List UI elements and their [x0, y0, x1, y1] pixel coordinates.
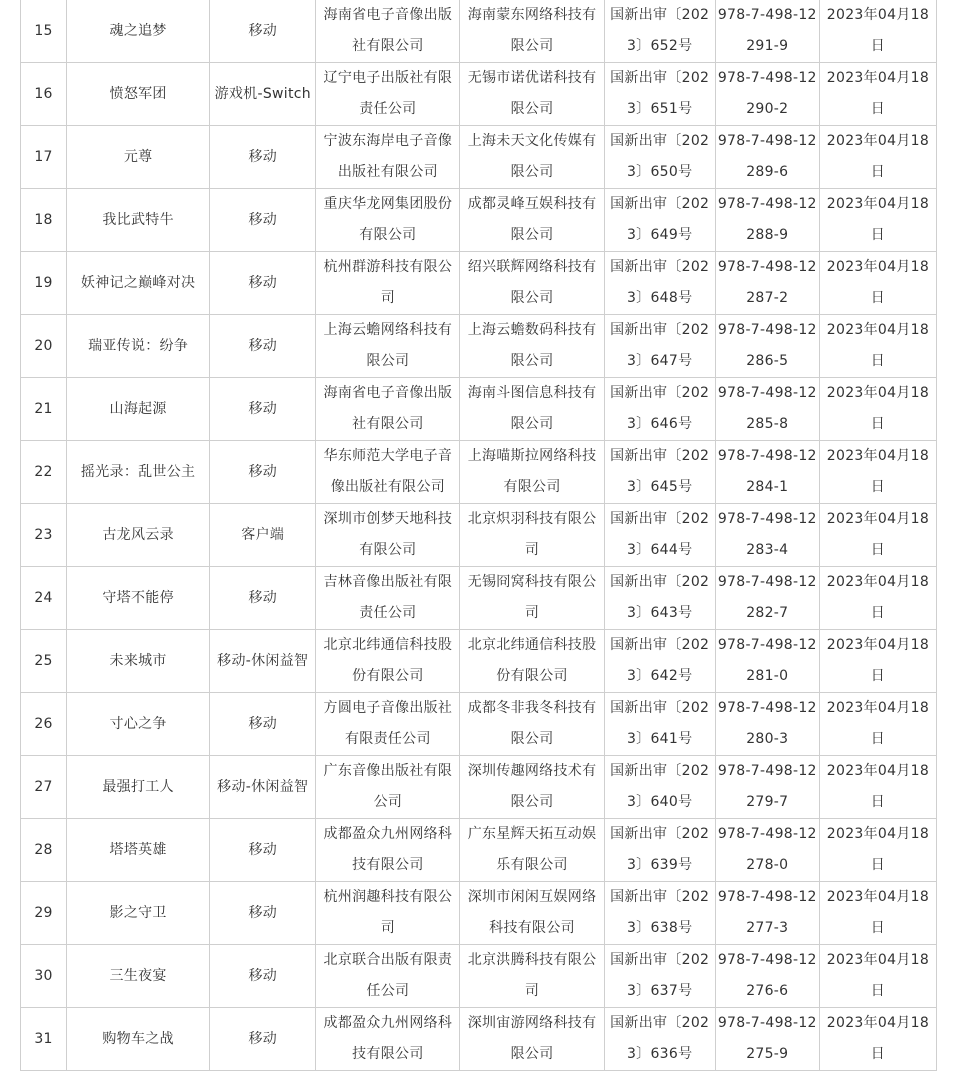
row-number-cell: 23: [21, 504, 67, 567]
isbn-number-cell: 978-7-498-12282-7: [715, 567, 819, 630]
approval-date-cell: 2023年04月18日: [819, 882, 936, 945]
approval-date-cell: 2023年04月18日: [819, 126, 936, 189]
approval-date-cell: 2023年04月18日: [819, 189, 936, 252]
row-number-cell: 24: [21, 567, 67, 630]
publisher-cell: 海南省电子音像出版社有限公司: [316, 0, 460, 63]
publisher-cell: 方圆电子音像出版社有限责任公司: [316, 693, 460, 756]
table-row: [21, 378, 937, 441]
publisher-cell: 广东音像出版社有限公司: [316, 756, 460, 819]
row-number-cell: 15: [21, 0, 67, 63]
approval-date-cell: 2023年04月18日: [819, 567, 936, 630]
table-row: [21, 63, 937, 126]
publisher-cell: 重庆华龙网集团股份有限公司: [316, 189, 460, 252]
row-number-cell: 17: [21, 126, 67, 189]
game-approval-table: [20, 0, 937, 1071]
publisher-cell: 杭州润趣科技有限公司: [316, 882, 460, 945]
row-number-cell: 20: [21, 315, 67, 378]
publisher-cell: 北京联合出版有限责任公司: [316, 945, 460, 1008]
operator-cell: 上海未天文化传媒有限公司: [460, 126, 604, 189]
isbn-number-cell: 978-7-498-12275-9: [715, 1008, 819, 1071]
table-row: [21, 441, 937, 504]
approval-number-cell: 国新出审〔2023〕639号: [604, 819, 715, 882]
approval-number-cell: 国新出审〔2023〕640号: [604, 756, 715, 819]
isbn-number-cell: 978-7-498-12288-9: [715, 189, 819, 252]
game-name-cell: 妖神记之巅峰对决: [67, 252, 210, 315]
approval-number-cell: 国新出审〔2023〕643号: [604, 567, 715, 630]
operator-cell: 成都灵峰互娱科技有限公司: [460, 189, 604, 252]
table-row: [21, 819, 937, 882]
row-number-cell: 28: [21, 819, 67, 882]
approval-date-cell: 2023年04月18日: [819, 441, 936, 504]
publisher-cell: 杭州群游科技有限公司: [316, 252, 460, 315]
operator-cell: 上海喵斯拉网络科技有限公司: [460, 441, 604, 504]
approval-date-cell: 2023年04月18日: [819, 693, 936, 756]
bottom-edge: [20, 1072, 937, 1076]
game-name-cell: 魂之追梦: [67, 0, 210, 63]
operator-cell: 北京炽羽科技有限公司: [460, 504, 604, 567]
isbn-number-cell: 978-7-498-12280-3: [715, 693, 819, 756]
operator-cell: 深圳传趣网络技术有限公司: [460, 756, 604, 819]
isbn-number-cell: 978-7-498-12283-4: [715, 504, 819, 567]
operator-cell: 成都冬非我冬科技有限公司: [460, 693, 604, 756]
row-number-cell: 21: [21, 378, 67, 441]
approval-date-cell: 2023年04月18日: [819, 819, 936, 882]
table-body: [21, 0, 937, 1071]
isbn-number-cell: 978-7-498-12291-9: [715, 0, 819, 63]
row-number-cell: 22: [21, 441, 67, 504]
approval-number-cell: 国新出审〔2023〕651号: [604, 63, 715, 126]
isbn-number-cell: 978-7-498-12284-1: [715, 441, 819, 504]
approval-number-cell: 国新出审〔2023〕636号: [604, 1008, 715, 1071]
table-row: [21, 567, 937, 630]
publisher-cell: 吉林音像出版社有限责任公司: [316, 567, 460, 630]
row-number-cell: 25: [21, 630, 67, 693]
publisher-cell: 上海云蟾网络科技有限公司: [316, 315, 460, 378]
game-name-cell: 影之守卫: [67, 882, 210, 945]
approval-number-cell: 国新出审〔2023〕648号: [604, 252, 715, 315]
publisher-cell: 成都盈众九州网络科技有限公司: [316, 1008, 460, 1071]
game-name-cell: 我比武特牛: [67, 189, 210, 252]
approval-date-cell: 2023年04月18日: [819, 378, 936, 441]
approval-number-cell: 国新出审〔2023〕644号: [604, 504, 715, 567]
isbn-number-cell: 978-7-498-12289-6: [715, 126, 819, 189]
game-type-cell: 移动: [210, 567, 316, 630]
publisher-cell: 华东师范大学电子音像出版社有限公司: [316, 441, 460, 504]
row-number-cell: 31: [21, 1008, 67, 1071]
isbn-number-cell: 978-7-498-12290-2: [715, 63, 819, 126]
row-number-cell: 18: [21, 189, 67, 252]
approval-date-cell: 2023年04月18日: [819, 63, 936, 126]
table-row: [21, 1008, 937, 1071]
game-type-cell: 移动: [210, 126, 316, 189]
approval-date-cell: 2023年04月18日: [819, 1008, 936, 1071]
operator-cell: 无锡冏窝科技有限公司: [460, 567, 604, 630]
isbn-number-cell: 978-7-498-12281-0: [715, 630, 819, 693]
game-name-cell: 瑞亚传说：纷争: [67, 315, 210, 378]
row-number-cell: 26: [21, 693, 67, 756]
game-type-cell: 移动: [210, 252, 316, 315]
approval-date-cell: 2023年04月18日: [819, 315, 936, 378]
game-type-cell: 移动: [210, 693, 316, 756]
operator-cell: 深圳市闲闲互娱网络科技有限公司: [460, 882, 604, 945]
game-type-cell: 游戏机-Switch: [210, 63, 316, 126]
approval-date-cell: 2023年04月18日: [819, 252, 936, 315]
approval-number-cell: 国新出审〔2023〕647号: [604, 315, 715, 378]
operator-cell: 无锡市诺优诺科技有限公司: [460, 63, 604, 126]
table-row: [21, 189, 937, 252]
row-number-cell: 16: [21, 63, 67, 126]
game-type-cell: 移动: [210, 441, 316, 504]
game-type-cell: 移动-休闲益智: [210, 630, 316, 693]
operator-cell: 绍兴联辉网络科技有限公司: [460, 252, 604, 315]
game-type-cell: 移动: [210, 819, 316, 882]
game-name-cell: 塔塔英雄: [67, 819, 210, 882]
table-row: [21, 945, 937, 1008]
game-type-cell: 客户端: [210, 504, 316, 567]
approval-number-cell: 国新出审〔2023〕642号: [604, 630, 715, 693]
row-number-cell: 19: [21, 252, 67, 315]
game-name-cell: 古龙风云录: [67, 504, 210, 567]
operator-cell: 上海云蟾数码科技有限公司: [460, 315, 604, 378]
operator-cell: 北京洪腾科技有限公司: [460, 945, 604, 1008]
approval-number-cell: 国新出审〔2023〕638号: [604, 882, 715, 945]
game-name-cell: 购物车之战: [67, 1008, 210, 1071]
table-row: [21, 630, 937, 693]
isbn-number-cell: 978-7-498-12276-6: [715, 945, 819, 1008]
game-type-cell: 移动: [210, 378, 316, 441]
table-row: [21, 882, 937, 945]
game-type-cell: 移动: [210, 0, 316, 63]
row-number-cell: 30: [21, 945, 67, 1008]
game-name-cell: 三生夜宴: [67, 945, 210, 1008]
approval-date-cell: 2023年04月18日: [819, 0, 936, 63]
game-name-cell: 最强打工人: [67, 756, 210, 819]
table-row: [21, 0, 937, 63]
operator-cell: 深圳宙游网络科技有限公司: [460, 1008, 604, 1071]
publisher-cell: 海南省电子音像出版社有限公司: [316, 378, 460, 441]
publisher-cell: 宁波东海岸电子音像出版社有限公司: [316, 126, 460, 189]
isbn-number-cell: 978-7-498-12287-2: [715, 252, 819, 315]
approval-number-cell: 国新出审〔2023〕649号: [604, 189, 715, 252]
isbn-number-cell: 978-7-498-12278-0: [715, 819, 819, 882]
isbn-number-cell: 978-7-498-12285-8: [715, 378, 819, 441]
row-number-cell: 27: [21, 756, 67, 819]
table-row: [21, 252, 937, 315]
approval-date-cell: 2023年04月18日: [819, 756, 936, 819]
publisher-cell: 深圳市创梦天地科技有限公司: [316, 504, 460, 567]
approval-number-cell: 国新出审〔2023〕646号: [604, 378, 715, 441]
approval-number-cell: 国新出审〔2023〕641号: [604, 693, 715, 756]
game-name-cell: 摇光录：乱世公主: [67, 441, 210, 504]
game-name-cell: 愤怒军团: [67, 63, 210, 126]
publisher-cell: 北京北纬通信科技股份有限公司: [316, 630, 460, 693]
game-type-cell: 移动-休闲益智: [210, 756, 316, 819]
approval-date-cell: 2023年04月18日: [819, 504, 936, 567]
game-type-cell: 移动: [210, 882, 316, 945]
approval-number-cell: 国新出审〔2023〕650号: [604, 126, 715, 189]
game-name-cell: 元尊: [67, 126, 210, 189]
approval-number-cell: 国新出审〔2023〕637号: [604, 945, 715, 1008]
publisher-cell: 成都盈众九州网络科技有限公司: [316, 819, 460, 882]
approval-number-cell: 国新出审〔2023〕645号: [604, 441, 715, 504]
approval-number-cell: 国新出审〔2023〕652号: [604, 0, 715, 63]
game-type-cell: 移动: [210, 945, 316, 1008]
table-row: [21, 504, 937, 567]
isbn-number-cell: 978-7-498-12286-5: [715, 315, 819, 378]
game-name-cell: 山海起源: [67, 378, 210, 441]
table-row: [21, 315, 937, 378]
operator-cell: 海南斗图信息科技有限公司: [460, 378, 604, 441]
operator-cell: 广东星辉天拓互动娱乐有限公司: [460, 819, 604, 882]
table-row: [21, 693, 937, 756]
row-number-cell: 29: [21, 882, 67, 945]
table-row: [21, 756, 937, 819]
isbn-number-cell: 978-7-498-12277-3: [715, 882, 819, 945]
game-type-cell: 移动: [210, 1008, 316, 1071]
game-name-cell: 守塔不能停: [67, 567, 210, 630]
approval-date-cell: 2023年04月18日: [819, 945, 936, 1008]
operator-cell: 北京北纬通信科技股份有限公司: [460, 630, 604, 693]
game-name-cell: 未来城市: [67, 630, 210, 693]
table-row: [21, 126, 937, 189]
publisher-cell: 辽宁电子出版社有限责任公司: [316, 63, 460, 126]
operator-cell: 海南蒙东网络科技有限公司: [460, 0, 604, 63]
isbn-number-cell: 978-7-498-12279-7: [715, 756, 819, 819]
game-name-cell: 寸心之争: [67, 693, 210, 756]
approval-date-cell: 2023年04月18日: [819, 630, 936, 693]
game-type-cell: 移动: [210, 189, 316, 252]
game-type-cell: 移动: [210, 315, 316, 378]
